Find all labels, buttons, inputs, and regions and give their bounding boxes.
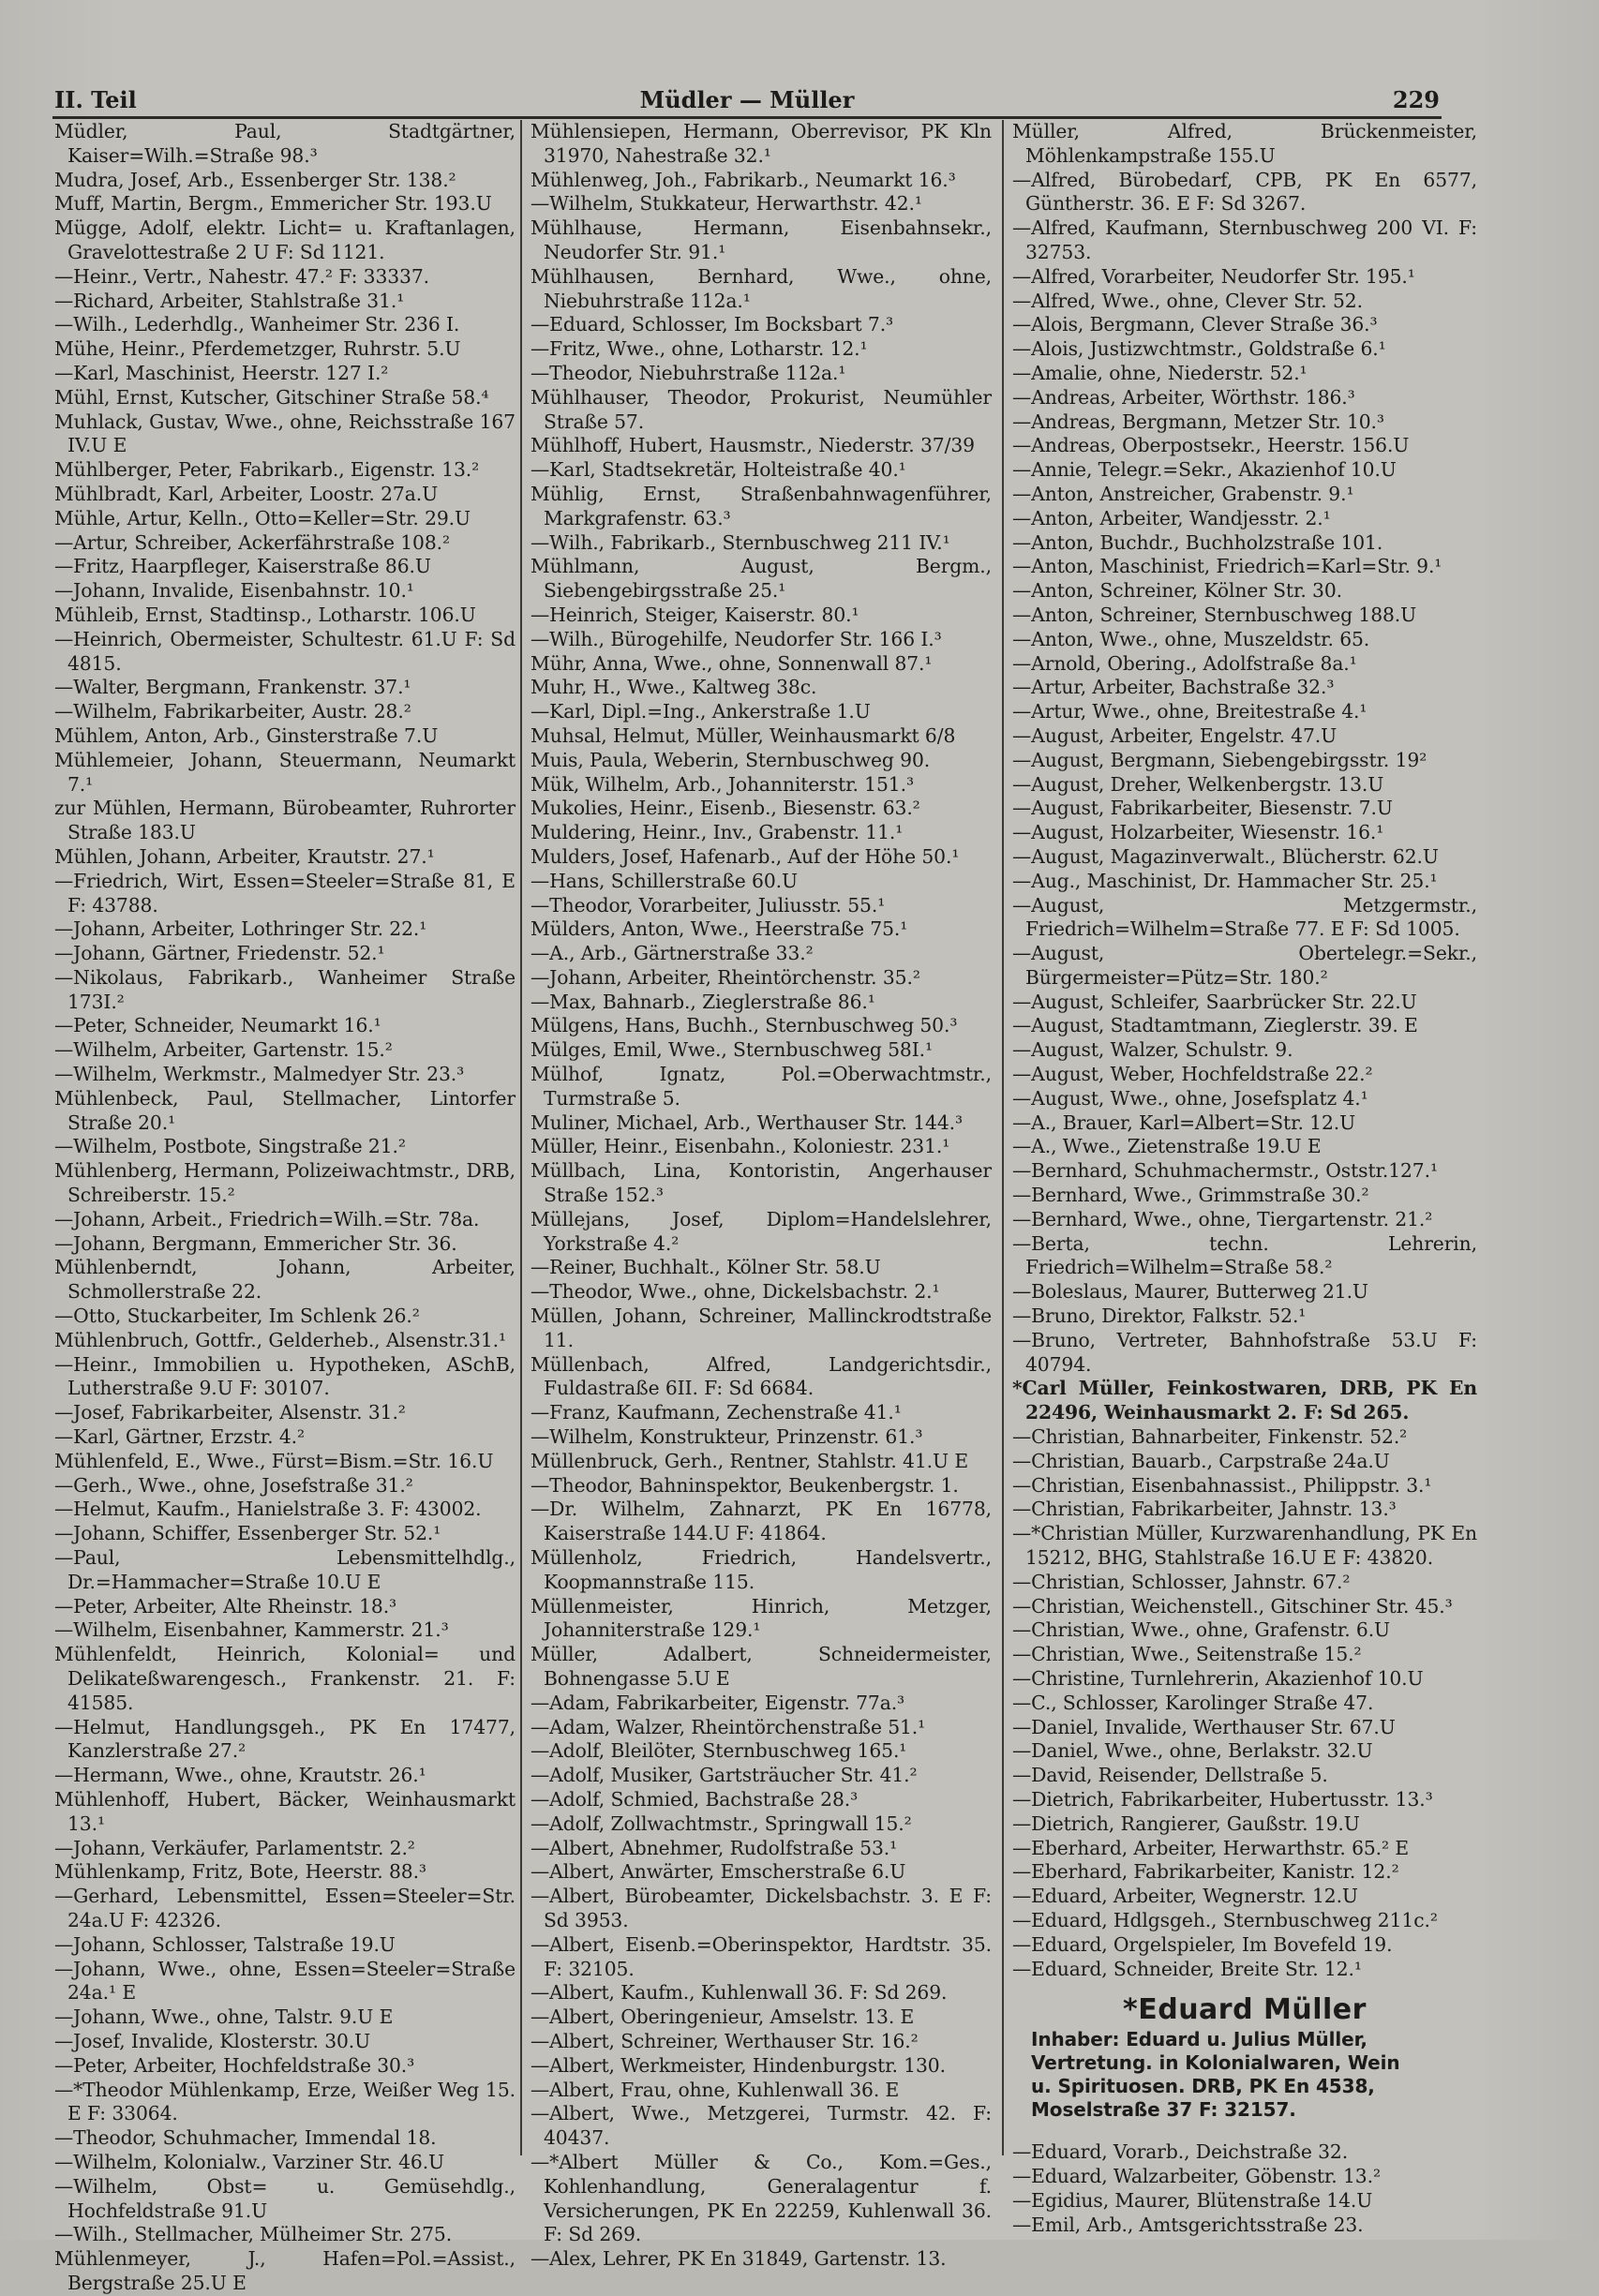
- advertisement: [1012, 1993, 1477, 2122]
- directory-entry: —Daniel, Invalide, Werthauser Str. 67.U: [1012, 1715, 1396, 1738]
- directory-entry: —Artur, Wwe., ohne, Breitestraße 4.¹: [1012, 700, 1367, 723]
- directory-entry: —Boleslaus, Maurer, Butterweg 21.U: [1012, 1280, 1368, 1304]
- directory-entry: —Walter, Bergmann, Frankenstr. 37.¹: [54, 676, 411, 699]
- directory-entry: Mühlem, Anton, Arb., Ginsterstraße 7.U: [54, 723, 439, 747]
- directory-entry: —Karl, Stadtsekretär, Holteistraße 40.¹: [531, 458, 906, 482]
- directory-entry: —Wilhelm, Fabrikarbeiter, Austr. 28.²: [54, 700, 411, 723]
- directory-entry: —August, Bergmann, Siebengebirgsstr. 19²: [1012, 748, 1427, 771]
- directory-entry: —Josef, Invalide, Klosterstr. 30.U: [54, 2029, 371, 2052]
- directory-entry: —Friedrich, Wirt, Essen=Steeler=Straße 81, E F: 43788.: [54, 869, 516, 917]
- directory-entry: —August, Obertelegr.=Sekr., Bürgermeister=Pütz=Str. 180.²: [1012, 942, 1477, 989]
- directory-entry: —August, Weber, Hochfeldstraße 22.²: [1012, 1063, 1373, 1086]
- directory-entry: Mülgens, Hans, Buchh., Sternbuschweg 50.³: [531, 1014, 958, 1037]
- directory-entry: Mühlensiepen, Hermann, Oberrevisor, PK Kln 31970, Nahestraße 32.¹: [531, 120, 992, 167]
- directory-entry: —Andreas, Bergmann, Metzer Str. 10.³: [1012, 410, 1384, 433]
- directory-entry: Mukolies, Heinr., Eisenb., Biesenstr. 63.²: [531, 797, 920, 820]
- directory-entry: —August, Wwe., ohne, Josefsplatz 4.¹: [1012, 1086, 1368, 1110]
- directory-entry: —Fritz, Haarpfleger, Kaiserstraße 86.U: [54, 555, 431, 578]
- directory-entry: —Bernhard, Wwe., Grimmstraße 30.²: [1012, 1184, 1369, 1207]
- advertisement-name: *Eduard Müller: [1123, 1993, 1367, 2027]
- directory-entry: —Gerh., Wwe., ohne, Josefstraße 31.²: [54, 1473, 413, 1497]
- directory-entry: —Franz, Kaufmann, Zechenstraße 41.¹: [531, 1401, 902, 1424]
- directory-entry: —Helmut, Kaufm., Hanielstraße 3. F: 43002.: [54, 1498, 482, 1521]
- directory-entry: —Adolf, Schmied, Bachstraße 28.³: [531, 1787, 859, 1811]
- directory-entry: —Bruno, Direktor, Falkstr. 52.¹: [1012, 1305, 1307, 1328]
- directory-entry: —August, Schleifer, Saarbrücker Str. 22.U: [1012, 990, 1417, 1013]
- directory-entry: —Wilhelm, Werkmstr., Malmedyer Str. 23.³: [54, 1063, 465, 1086]
- directory-entry: Mühlmann, August, Bergm., Siebengebirgsstraße 25.¹: [531, 555, 992, 603]
- directory-entry: Muhsal, Helmut, Müller, Weinhausmarkt 6/8: [531, 723, 956, 747]
- directory-entry: —Albert, Frau, ohne, Kuhlenwall 36. E: [531, 2078, 900, 2101]
- directory-entry: —Wilh., Lederhdlg., Wanheimer Str. 236 I.: [54, 313, 460, 336]
- directory-entry: Mulders, Josef, Hafenarb., Auf der Höhe 50.¹: [531, 844, 960, 868]
- directory-entry: Mühlenfeld, E., Wwe., Fürst=Bism.=Str. 16.U: [54, 1449, 494, 1472]
- page-header: [54, 82, 1440, 120]
- directory-entry: Mühr, Anna, Wwe., ohne, Sonnenwall 87.¹: [531, 651, 933, 675]
- featured-entry: *Carl Müller, Feinkostwaren, DRB, PK En 22496, Weinhausmarkt 2. F: Sd 265.: [1012, 1377, 1477, 1424]
- directory-entry: —Johann, Arbeiter, Lothringer Str. 22.¹: [54, 917, 427, 941]
- directory-entry: —Peter, Schneider, Neumarkt 16.¹: [54, 1014, 381, 1037]
- directory-entry: —Albert, Oberingenieur, Amselstr. 13. E: [531, 2005, 915, 2029]
- directory-entry: —Anton, Schreiner, Kölner Str. 30.: [1012, 579, 1342, 603]
- directory-entry: Mühlhoff, Hubert, Hausmstr., Niederstr. 37/39: [531, 434, 975, 457]
- directory-entry: —August, Holzarbeiter, Wiesenstr. 16.¹: [1012, 821, 1384, 844]
- directory-entry: —Eduard, Hdlgsgeh., Sternbuschweg 211c.²: [1012, 1908, 1438, 1931]
- column-divider: [1002, 120, 1004, 2155]
- directory-entry: —David, Reisender, Dellstraße 5.: [1012, 1764, 1328, 1787]
- directory-entry: Müllenmeister, Hinrich, Metzger, Johanniterstraße 129.¹: [531, 1594, 992, 1642]
- directory-entry: —Aug., Maschinist, Dr. Hammacher Str. 25.¹: [1012, 869, 1438, 892]
- header-rule: [52, 116, 1442, 119]
- directory-entry: —Arnold, Obering., Adolfstraße 8a.¹: [1012, 651, 1357, 675]
- directory-entry: Muff, Martin, Bergm., Emmericher Str. 193.U: [54, 192, 492, 216]
- directory-entry: Mühlig, Ernst, Straßenbahnwagenführer, Markgrafenstr. 63.³: [531, 482, 992, 529]
- directory-entry: —Karl, Dipl.=Ing., Ankerstraße 1.U: [531, 700, 871, 723]
- directory-entry: —Adam, Fabrikarbeiter, Eigenstr. 77a.³: [531, 1691, 905, 1714]
- directory-entry: Müller, Heinr., Eisenbahn., Koloniestr. 231.¹: [531, 1135, 950, 1158]
- directory-entry: —Eduard, Arbeiter, Wegnerstr. 12.U: [1012, 1885, 1358, 1908]
- directory-entry: Mühlenkamp, Fritz, Bote, Heerstr. 88.³: [54, 1860, 426, 1884]
- directory-entry: —Christian, Wwe., ohne, Grafenstr. 6.U: [1012, 1618, 1391, 1642]
- directory-entry: —Johann, Schiffer, Essenberger Str. 52.¹: [54, 1522, 441, 1545]
- advertisement-line: u. Spirituosen. DRB, PK En 4538,: [1031, 2075, 1375, 2098]
- directory-entry: —Gerhard, Lebensmittel, Essen=Steeler=Str. 24a.U F: 42326.: [54, 1885, 516, 1931]
- directory-entry: —Wilhelm, Obst= u. Gemüsehdlg., Hochfeldstraße 91.U: [54, 2174, 516, 2222]
- column-3: [1012, 120, 1477, 2236]
- directory-entry: —Dietrich, Fabrikarbeiter, Hubertusstr. 13.³: [1012, 1787, 1433, 1811]
- directory-entry: —Eduard, Walzarbeiter, Göbenstr. 13.²: [1012, 2164, 1381, 2187]
- directory-entry: —Peter, Arbeiter, Hochfeldstraße 30.³: [54, 2053, 415, 2077]
- directory-entry: Müllenbach, Alfred, Landgerichtsdir., Fuldastraße 6II. F: Sd 6684.: [531, 1352, 992, 1400]
- directory-entry: Mügge, Adolf, elektr. Licht= u. Kraftanlagen, Gravelottestraße 2 U F: Sd 1121.: [54, 216, 516, 263]
- directory-entry: —Theodor, Schuhmacher, Immendal 18.: [54, 2126, 437, 2150]
- directory-entry: —Max, Bahnarb., Zieglerstraße 86.¹: [531, 990, 875, 1013]
- directory-entry: —Anton, Anstreicher, Grabenstr. 9.¹: [1012, 482, 1354, 505]
- directory-entry: —Fritz, Wwe., ohne, Lotharstr. 12.¹: [531, 337, 868, 361]
- directory-entry: —Johann, Wwe., ohne, Talstr. 9.U E: [54, 2005, 394, 2029]
- directory-entry: —Wilhelm, Postbote, Singstraße 21.²: [54, 1135, 406, 1158]
- column-divider: [520, 120, 522, 2155]
- directory-entry: —Anton, Schreiner, Sternbuschweg 188.U: [1012, 603, 1417, 626]
- directory-entry: Mühlenbeck, Paul, Stellmacher, Lintorfer Straße 20.¹: [54, 1086, 516, 1134]
- directory-entry: —Heinrich, Obermeister, Schultestr. 61.U F: Sd 4815.: [54, 627, 516, 675]
- directory-entry: —*Theodor Mühlenkamp, Erze, Weißer Weg 15. E F: 33064.: [54, 2078, 516, 2125]
- directory-entry: —Christian, Fabrikarbeiter, Jahnstr. 13.³: [1012, 1498, 1397, 1521]
- directory-entry: Mühlberger, Peter, Fabrikarb., Eigenstr. 13.²: [54, 458, 480, 482]
- spacer: [1012, 2122, 1477, 2140]
- directory-entry: Mülges, Emil, Wwe., Sternbuschweg 58I.¹: [531, 1038, 934, 1062]
- directory-entry: —Wilh., Bürogehilfe, Neudorfer Str. 166 I.³: [531, 627, 942, 650]
- directory-entry: —August, Stadtamtmann, Zieglerstr. 39. E: [1012, 1014, 1418, 1037]
- directory-entry: —Johann, Bergmann, Emmericher Str. 36.: [54, 1231, 457, 1255]
- directory-entry: —A., Wwe., Zietenstraße 19.U E: [1012, 1135, 1322, 1158]
- directory-entry: —Christian, Weichenstell., Gitschiner Str. 45.³: [1012, 1594, 1453, 1618]
- directory-entry: —Johann, Wwe., ohne, Essen=Steeler=Straße 24a.¹ E: [54, 1957, 516, 2005]
- directory-entry: —Eduard, Orgelspieler, Im Bovefeld 19.: [1012, 1932, 1393, 1956]
- directory-entry: —Dietrich, Rangierer, Gaußstr. 19.U: [1012, 1811, 1360, 1835]
- directory-entry: —August, Magazinverwalt., Blücherstr. 62.U: [1012, 844, 1439, 868]
- directory-entry: —Albert, Bürobeamter, Dickelsbachstr. 3. E F: Sd 3953.: [531, 1885, 992, 1931]
- directory-entry: —Heinr., Vertr., Nahestr. 47.² F: 33337.: [54, 264, 430, 288]
- directory-entry: Müllenholz, Friedrich, Handelsvertr., Koopmannstraße 115.: [531, 1546, 992, 1593]
- directory-entry: —Emil, Arb., Amtsgerichtsstraße 23.: [1012, 2213, 1364, 2236]
- directory-entry: Mudra, Josef, Arb., Essenberger Str. 138.²: [54, 168, 456, 191]
- directory-entry: Mühlhausen, Bernhard, Wwe., ohne, Niebuhrstraße 112a.¹: [531, 264, 992, 312]
- directory-entry: Mühlemeier, Johann, Steuermann, Neumarkt 7.¹: [54, 748, 516, 796]
- directory-entry: —Richard, Arbeiter, Stahlstraße 31.¹: [54, 289, 405, 312]
- directory-entry: Müllbach, Lina, Kontoristin, Angerhauser Straße 152.³: [531, 1159, 992, 1207]
- directory-entry: Mühlenberndt, Johann, Arbeiter, Schmollerstraße 22.: [54, 1256, 516, 1304]
- directory-entry: —Eduard, Vorarb., Deichstraße 32.: [1012, 2140, 1349, 2164]
- directory-entry: Muhlack, Gustav, Wwe., ohne, Reichsstraße 167 IV.U E: [54, 410, 516, 457]
- directory-entry: Mühlenfeldt, Heinrich, Kolonial= und Delikateßwarengesch., Frankenstr. 21. F: 41585.: [54, 1643, 516, 1714]
- directory-entry: Mühlen, Johann, Arbeiter, Krautstr. 27.¹: [54, 844, 435, 868]
- directory-entry: —Christian, Schlosser, Jahnstr. 67.²: [1012, 1570, 1351, 1593]
- directory-entry: Müllenbruck, Gerh., Rentner, Stahlstr. 41.U E: [531, 1449, 969, 1472]
- directory-entry: —Anton, Maschinist, Friedrich=Karl=Str. 9.¹: [1012, 555, 1442, 578]
- directory-entry: —Wilhelm, Kolonialw., Varziner Str. 46.U: [54, 2150, 445, 2173]
- directory-entry: —Bruno, Vertreter, Bahnhofstraße 53.U F: 40794.: [1012, 1328, 1477, 1376]
- directory-entry: —Artur, Schreiber, Ackerfährstraße 108.²: [54, 530, 451, 554]
- advertisement-line: Inhaber: Eduard u. Julius Müller,: [1031, 2028, 1367, 2051]
- directory-entry: —Paul, Lebensmittelhdlg., Dr.=Hammacher=Straße 10.U E: [54, 1546, 516, 1593]
- directory-entry: —Christian, Eisenbahnassist., Philippstr. 3.¹: [1012, 1473, 1432, 1497]
- directory-entry: —Karl, Gärtner, Erzstr. 4.²: [54, 1425, 306, 1449]
- directory-entry: Mühlenberg, Hermann, Polizeiwachtmstr., DRB, Schreiberstr. 15.²: [54, 1159, 516, 1207]
- directory-entry: —Nikolaus, Fabrikarb., Wanheimer Straße 173I.²: [54, 965, 516, 1013]
- directory-entry: zur Mühlen, Hermann, Bürobeamter, Ruhrorter Straße 183.U: [54, 797, 516, 844]
- column-2: [531, 120, 992, 2271]
- directory-entry: —*Christian Müller, Kurzwarenhandlung, PK En 15212, BHG, Stahlstraße 16.U E F: 43820.: [1012, 1522, 1477, 1570]
- directory-entry: —Albert, Eisenb.=Oberinspektor, Hardtstr. 35. F: 32105.: [531, 1932, 992, 1980]
- directory-entry: Mülders, Anton, Wwe., Heerstraße 75.¹: [531, 917, 908, 941]
- directory-entry: —Wilhelm, Eisenbahner, Kammerstr. 21.³: [54, 1618, 449, 1642]
- directory-entry: Muldering, Heinr., Inv., Grabenstr. 11.¹: [531, 821, 904, 844]
- directory-entry: —Albert, Wwe., Metzgerei, Turmstr. 42. F: 40437.: [531, 2102, 992, 2150]
- advertisement-line: Vertretung. in Kolonialwaren, Wein: [1031, 2051, 1400, 2075]
- directory-entry: —Eduard, Schlosser, Im Bocksbart 7.³: [531, 313, 894, 336]
- directory-entry: —Dr. Wilhelm, Zahnarzt, PK En 16778, Kaiserstraße 144.U F: 41864.: [531, 1498, 992, 1545]
- directory-entry: —A., Brauer, Karl=Albert=Str. 12.U: [1012, 1111, 1356, 1134]
- directory-entry: —Wilhelm, Stukkateur, Herwarthstr. 42.¹: [531, 192, 922, 216]
- directory-entry: —Alois, Bergmann, Clever Straße 36.³: [1012, 313, 1378, 336]
- directory-entry: —Bernhard, Schuhmachermstr., Oststr.127.¹: [1012, 1159, 1438, 1183]
- directory-entry: —Eberhard, Arbeiter, Herwarthstr. 65.² E: [1012, 1836, 1410, 1859]
- directory-entry: —Anton, Buchdr., Buchholzstraße 101.: [1012, 530, 1383, 554]
- directory-entry: —Adolf, Zollwachtmstr., Springwall 15.²: [531, 1811, 912, 1835]
- directory-entry: —Johann, Arbeit., Friedrich=Wilh.=Str. 78a.: [54, 1207, 480, 1230]
- directory-entry: —Hermann, Wwe., ohne, Krautstr. 26.¹: [54, 1764, 426, 1787]
- directory-entry: —Johann, Invalide, Eisenbahnstr. 10.¹: [54, 579, 414, 603]
- directory-entry: —Amalie, ohne, Niederstr. 52.¹: [1012, 361, 1308, 384]
- directory-entry: —Josef, Fabrikarbeiter, Alsenstr. 31.²: [54, 1401, 406, 1424]
- directory-entry: —Daniel, Wwe., ohne, Berlakstr. 32.U: [1012, 1739, 1373, 1763]
- directory-entry: —Eberhard, Fabrikarbeiter, Kanistr. 12.²: [1012, 1860, 1399, 1884]
- directory-entry: Mülhof, Ignatz, Pol.=Oberwachtmstr., Turmstraße 5.: [531, 1063, 992, 1110]
- directory-entry: —Johann, Arbeiter, Rheintörchenstr. 35.²: [531, 965, 920, 989]
- directory-entry: —Eduard, Schneider, Breite Str. 12.¹: [1012, 1957, 1362, 1980]
- directory-entry: —Johann, Gärtner, Friedenstr. 52.¹: [54, 942, 385, 965]
- directory-entry: —August, Metzgermstr., Friedrich=Wilhelm=Straße 77. E F: Sd 1005.: [1012, 893, 1477, 941]
- directory-entry: —Otto, Stuckarbeiter, Im Schlenk 26.²: [54, 1305, 420, 1328]
- directory-entry: —Theodor, Wwe., ohne, Dickelsbachstr. 2.¹: [531, 1280, 940, 1304]
- directory-entry: —Christian, Wwe., Seitenstraße 15.²: [1012, 1643, 1362, 1666]
- directory-entry: —Alex, Lehrer, PK En 31849, Gartenstr. 13.: [531, 2247, 947, 2271]
- column-3-entries: [1012, 120, 1477, 2237]
- directory-entry: —Albert, Kaufm., Kuhlenwall 36. F: Sd 269.: [531, 1981, 948, 2005]
- directory-entry: —August, Dreher, Welkenbergstr. 13.U: [1012, 772, 1384, 796]
- directory-entry: —Bernhard, Wwe., ohne, Tiergartenstr. 21.²: [1012, 1207, 1433, 1230]
- directory-entry: —Andreas, Arbeiter, Wörthstr. 186.³: [1012, 385, 1355, 409]
- directory-entry: —Alois, Justizwchtmstr., Goldstraße 6.¹: [1012, 337, 1386, 361]
- directory-entry: —Adolf, Bleilöter, Sternbuschweg 165.¹: [531, 1739, 907, 1763]
- directory-entry: Mühlenhoff, Hubert, Bäcker, Weinhausmarkt 13.¹: [54, 1787, 516, 1835]
- directory-entry: —Heinr., Immobilien u. Hypotheken, ASchB, Lutherstraße 9.U F: 30107.: [54, 1352, 516, 1400]
- directory-entry: —Alfred, Vorarbeiter, Neudorfer Str. 195.¹: [1012, 264, 1415, 288]
- directory-entry: Müdler, Paul, Stadtgärtner, Kaiser=Wilh.=Straße 98.³: [54, 120, 516, 167]
- directory-entry: —Anton, Arbeiter, Wandjesstr. 2.¹: [1012, 506, 1331, 529]
- directory-entry: —Alfred, Kaufmann, Sternbuschweg 200 VI. F: 32753.: [1012, 216, 1477, 263]
- directory-entry: —Theodor, Bahninspektor, Beukenbergstr. 1.: [531, 1473, 959, 1497]
- directory-entry: Muhr, H., Wwe., Kaltweg 38c.: [531, 676, 817, 699]
- directory-entry: —Artur, Arbeiter, Bachstraße 32.³: [1012, 676, 1335, 699]
- directory-entry: —Theodor, Vorarbeiter, Juliusstr. 55.¹: [531, 893, 886, 917]
- directory-entry: Muliner, Michael, Arb., Werthauser Str. 144.³: [531, 1111, 964, 1134]
- directory-entry: Mühlbradt, Karl, Arbeiter, Loostr. 27a.U: [54, 482, 439, 505]
- directory-entry: —Christine, Turnlehrerin, Akazienhof 10.U: [1012, 1667, 1424, 1690]
- directory-entry: Mühle, Artur, Kelln., Otto=Keller=Str. 29.U: [54, 506, 471, 529]
- directory-entry: Mühlenweg, Joh., Fabrikarb., Neumarkt 16.³: [531, 168, 956, 191]
- directory-entry: —*Albert Müller & Co., Kom.=Ges., Kohlenhandlung, Generalagentur f. Versicherungen, PK En 22259, Kuhlenwall 36. F: Sd 269.: [531, 2150, 992, 2246]
- directory-entry: —Johann, Schlosser, Talstraße 19.U: [54, 1932, 396, 1956]
- directory-entry: —Christian, Bauarb., Carpstraße 24a.U: [1012, 1449, 1390, 1472]
- column-1: [54, 120, 516, 2294]
- directory-entry: Mühlhause, Hermann, Eisenbahnsekr., Neudorfer Str. 91.¹: [531, 216, 992, 263]
- directory-entry: —Albert, Werkmeister, Hindenburgstr. 130.: [531, 2053, 946, 2077]
- directory-entry: —August, Arbeiter, Engelstr. 47.U: [1012, 723, 1337, 747]
- directory-entry: —August, Fabrikarbeiter, Biesenstr. 7.U: [1012, 797, 1393, 820]
- directory-entry: —Karl, Maschinist, Heerstr. 127 I.²: [54, 361, 389, 384]
- directory-entry: —Albert, Anwärter, Emscherstraße 6.U: [531, 1860, 906, 1884]
- directory-entry: —Christian, Bahnarbeiter, Finkenstr. 52.²: [1012, 1425, 1408, 1449]
- directory-entry: Mühlhauser, Theodor, Prokurist, Neumühler Straße 57.: [531, 385, 992, 433]
- directory-entry: Müller, Adalbert, Schneidermeister, Bohnengasse 5.U E: [531, 1643, 992, 1690]
- directory-entry: —Wilh., Fabrikarb., Sternbuschweg 211 IV.¹: [531, 530, 950, 554]
- directory-entry: Müllejans, Josef, Diplom=Handelslehrer, Yorkstraße 4.²: [531, 1207, 992, 1255]
- directory-entry: —Heinrich, Steiger, Kaiserstr. 80.¹: [531, 603, 859, 626]
- directory-entry: —Adolf, Musiker, Gartsträucher Str. 41.²: [531, 1764, 918, 1787]
- directory-entry: —Egidius, Maurer, Blütenstraße 14.U: [1012, 2188, 1373, 2212]
- directory-entry: —Wilhelm, Arbeiter, Gartenstr. 15.²: [54, 1038, 393, 1062]
- directory-entry: —Andreas, Oberpostsekr., Heerstr. 156.U: [1012, 434, 1410, 457]
- part-label: II. Teil: [54, 86, 137, 113]
- directory-entry: —Wilh., Stellmacher, Mülheimer Str. 275.: [54, 2223, 453, 2246]
- directory-entry: —Anton, Wwe., ohne, Muszeldstr. 65.: [1012, 627, 1370, 650]
- directory-entry: Müller, Alfred, Brückenmeister, Möhlenkampstraße 155.U: [1012, 120, 1477, 167]
- directory-entry: —A., Arb., Gärtnerstraße 33.²: [531, 942, 814, 965]
- directory-entry: Mühlenbruch, Gottfr., Gelderheb., Alsenstr.31.¹: [54, 1328, 507, 1351]
- directory-entry: —Alfred, Wwe., ohne, Clever Str. 52.: [1012, 289, 1363, 312]
- directory-entry: Mühlenmeyer, J., Hafen=Pol.=Assist., Bergstraße 25.U E: [54, 2247, 516, 2294]
- directory-entry: —C., Schlosser, Karolinger Straße 47.: [1012, 1691, 1374, 1714]
- directory-entry: —Adam, Walzer, Rheintörchenstraße 51.¹: [531, 1715, 926, 1738]
- page-title: Müdler — Müller: [639, 86, 855, 113]
- directory-entry: —Peter, Arbeiter, Alte Rheinstr. 18.³: [54, 1594, 397, 1618]
- directory-entry: Müllen, Johann, Schreiner, Mallinckrodtstraße 11.: [531, 1305, 992, 1351]
- advertisement-line: Moselstraße 37 F: 32157.: [1031, 2098, 1296, 2122]
- directory-entry: —August, Walzer, Schulstr. 9.: [1012, 1038, 1293, 1062]
- directory-entry: —Hans, Schillerstraße 60.U: [531, 869, 798, 892]
- directory-entry: —Albert, Abnehmer, Rudolfstraße 53.¹: [531, 1836, 898, 1859]
- directory-entry: —Helmut, Handlungsgeh., PK En 17477, Kanzlerstraße 27.²: [54, 1715, 516, 1763]
- directory-entry: Muis, Paula, Weberin, Sternbuschweg 90.: [531, 748, 931, 771]
- directory-entry: —Berta, techn. Lehrerin, Friedrich=Wilhelm=Straße 58.²: [1012, 1231, 1477, 1279]
- directory-entry: —Albert, Schreiner, Werthauser Str. 16.²: [531, 2029, 919, 2052]
- directory-entry: Mük, Wilhelm, Arb., Johanniterstr. 151.³: [531, 772, 914, 796]
- directory-entry: —Annie, Telegr.=Sekr., Akazienhof 10.U: [1012, 458, 1397, 482]
- directory-entry: Mühleib, Ernst, Stadtinsp., Lotharstr. 106.U: [54, 603, 476, 626]
- directory-entry: —Reiner, Buchhalt., Kölner Str. 58.U: [531, 1256, 881, 1279]
- directory-entry: —Theodor, Niebuhrstraße 112a.¹: [531, 361, 846, 384]
- directory-entry: —Wilhelm, Konstrukteur, Prinzenstr. 61.³: [531, 1425, 923, 1449]
- page-number: 229: [1392, 86, 1440, 113]
- directory-entry: —Alfred, Bürobedarf, CPB, PK En 6577, Güntherstr. 36. E F: Sd 3267.: [1012, 168, 1477, 216]
- directory-entry: Mühe, Heinr., Pferdemetzger, Ruhrstr. 5.U: [54, 337, 461, 361]
- directory-entry: Mühl, Ernst, Kutscher, Gitschiner Straße 58.⁴: [54, 385, 489, 409]
- directory-entry: —Johann, Verkäufer, Parlamentstr. 2.²: [54, 1836, 415, 1859]
